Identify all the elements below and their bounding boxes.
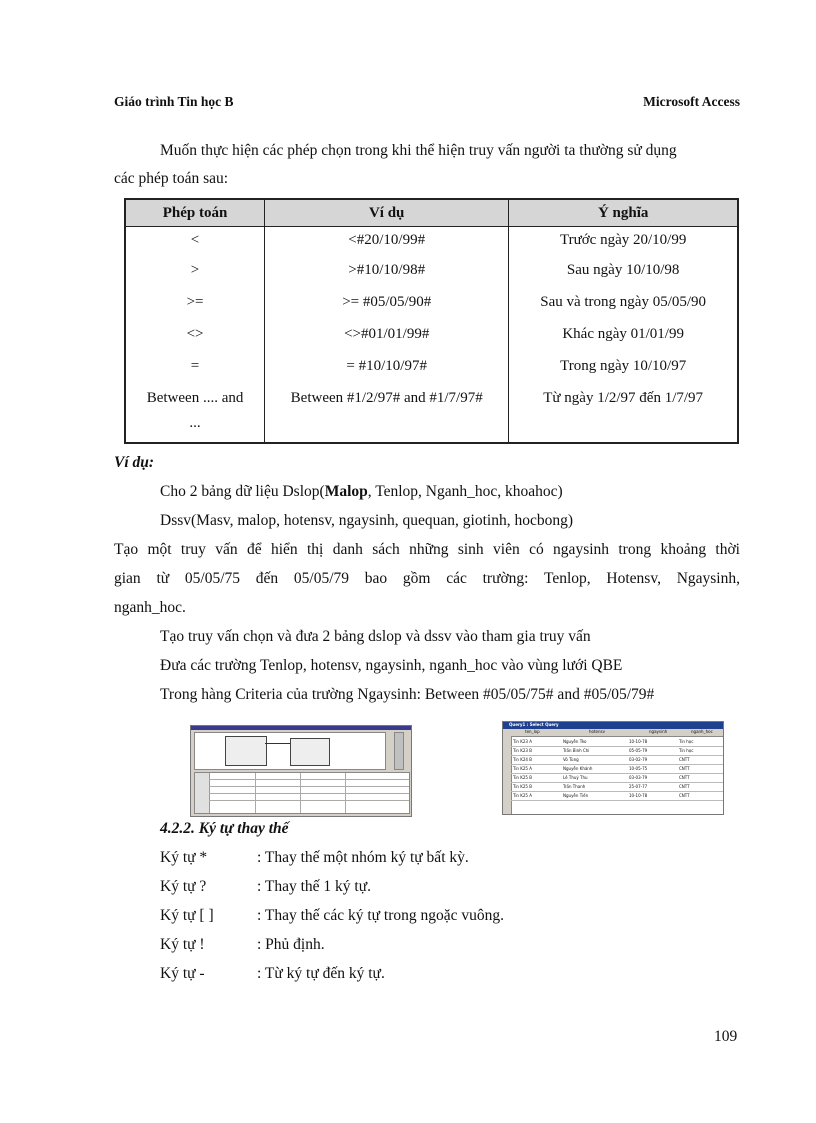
example-cell: = #10/10/97# <box>265 355 509 387</box>
step-1: Tạo truy vấn chọn và đưa 2 bảng dslop và dssv vào tham gia truy vấn <box>160 628 591 645</box>
example-cell: >= #05/05/90# <box>265 291 509 323</box>
operator-cell: <> <box>125 323 265 355</box>
result-cell: Tin học <box>679 748 694 753</box>
dslop-table-box <box>225 736 267 766</box>
meaning-cell: Trước ngày 20/10/99 <box>509 227 738 260</box>
wildcard-description: : Thay thế 1 ký tự. <box>257 878 372 895</box>
result-cell: Tin K25 B <box>513 775 532 780</box>
grid-line <box>209 779 409 780</box>
operator-cell: > <box>125 259 265 291</box>
wildcard-description: : Thay thế các ký tự trong ngoặc vuông. <box>257 907 505 924</box>
table-row <box>125 323 738 355</box>
table-row <box>125 259 738 291</box>
result-cell: Tin học <box>679 739 694 744</box>
wildcard-label: Ký tự - <box>160 965 205 982</box>
column-header: Ví dụ <box>265 199 509 227</box>
result-cell: 10-10-78 <box>629 739 648 744</box>
result-cell: Tin K25 A <box>513 766 532 771</box>
grid-col-line <box>345 773 346 813</box>
example-cell: Between #1/2/97# and #1/7/97# <box>265 387 509 443</box>
result-header-row <box>511 729 723 737</box>
titlebar <box>191 726 411 730</box>
header-left: Giáo trình Tin học B <box>114 94 234 109</box>
step-3: Trong hàng Criteria của trường Ngaysinh: Between #05/05/75# and #05/05/79# <box>160 686 655 703</box>
result-cell: CNTT <box>679 766 690 771</box>
result-cell: Nguyễn Tiến <box>563 793 589 798</box>
result-cell: Võ Tùng <box>563 757 579 762</box>
result-cell: CNTT <box>679 757 690 762</box>
result-cell: Tin K24 B <box>513 757 532 762</box>
wildcard-description: : Phủ định. <box>257 936 325 953</box>
page-number: 109 <box>714 1028 738 1045</box>
operator-cell: >= <box>125 291 265 323</box>
meaning-cell: Trong ngày 10/10/97 <box>509 355 738 387</box>
operators-table <box>124 198 739 444</box>
wildcard-label: Ký tự ! <box>160 936 205 953</box>
wildcard-description: : Từ ký tự đến ký tự. <box>257 965 385 982</box>
result-cell: 25-07-77 <box>629 784 648 789</box>
result-cell: 10-10-78 <box>629 793 648 798</box>
grid-col-line <box>255 773 256 813</box>
table-row <box>125 355 738 387</box>
result-cell: CNTT <box>679 775 690 780</box>
result-cell: CNTT <box>679 784 690 789</box>
result-cell: Tin K23 A <box>513 739 532 744</box>
result-cell: 03-03-79 <box>629 775 648 780</box>
result-titlebar: Query1 : Select Query <box>503 722 723 729</box>
result-col-header: ten_lop <box>525 729 540 734</box>
result-cell: Nguyễn Khánh <box>563 766 593 771</box>
example-paragraph-line-1: Tạo một truy vấn để hiển thị danh sách những sinh viên có ngaysinh trong khoảng thời <box>114 541 740 558</box>
wildcard-description: : Thay thế một nhóm ký tự bất kỳ. <box>257 849 469 866</box>
qbe-grid <box>194 772 410 814</box>
example-heading: Ví dụ: <box>114 454 155 471</box>
meaning-cell: Sau và trong ngày 05/05/90 <box>509 291 738 323</box>
result-cell: Nguyễn Tèo <box>563 739 587 744</box>
operator-line-2: ... <box>189 415 201 431</box>
table-pane <box>194 732 386 770</box>
wildcard-label: Ký tự ? <box>160 878 207 895</box>
query-design-screenshot <box>190 725 412 817</box>
result-cell: Lê Thuỷ Thu <box>563 775 588 780</box>
qbe-row-labels <box>195 773 210 813</box>
example-line-1-suffix: , Tenlop, Nganh_hoc, khoahoc) <box>367 483 563 500</box>
operator-cell: < <box>125 227 265 260</box>
result-col-header: hotensv <box>589 729 605 734</box>
result-cell: 10-05-75 <box>629 766 648 771</box>
example-line-1-prefix: Cho 2 bảng dữ liệu Dslop( <box>160 483 325 500</box>
operator-cell <box>125 387 265 443</box>
meaning-cell: Khác ngày 01/01/99 <box>509 323 738 355</box>
result-col-header: ngaysinh <box>649 729 668 734</box>
column-header: Ý nghĩa <box>509 199 738 227</box>
example-cell: <#20/10/99# <box>265 227 509 260</box>
operator-cell: = <box>125 355 265 387</box>
wildcard-label: Ký tự [ ] <box>160 907 214 924</box>
grid-line <box>209 800 409 801</box>
example-paragraph-line-3: nganh_hoc. <box>114 599 186 616</box>
grid-line <box>209 793 409 794</box>
wildcard-label: Ký tự * <box>160 849 208 866</box>
dssv-table-box <box>290 738 330 766</box>
query-result-screenshot <box>502 721 724 815</box>
result-cell: CNTT <box>679 793 690 798</box>
grid-col-line <box>300 773 301 813</box>
meaning-cell: Sau ngày 10/10/98 <box>509 259 738 291</box>
result-datasheet <box>503 729 723 814</box>
example-line-2: Dssv(Masv, malop, hotensv, ngaysinh, quequan, giotinh, hocbong) <box>160 512 573 529</box>
result-row <box>511 791 723 801</box>
step-2: Đưa các trường Tenlop, hotensv, ngaysinh, nganh_hoc vào vùng lưới QBE <box>160 657 623 674</box>
operator-line-1: Between .... and <box>146 390 244 406</box>
example-paragraph-line-2: gian từ 05/05/75 đến 05/05/79 bao gồm các trường: Tenlop, Hotensv, Ngaysinh, <box>114 570 740 587</box>
example-cell: <>#01/01/99# <box>265 323 509 355</box>
grid-line <box>209 786 409 787</box>
result-cell: Tin K25 A <box>513 793 532 798</box>
meaning-cell: Từ ngày 1/2/97 đến 1/7/97 <box>509 387 738 443</box>
scrollbar <box>394 732 404 770</box>
section-heading: 4.2.2. Ký tự thay thế <box>160 820 289 837</box>
example-cell: >#10/10/98# <box>265 259 509 291</box>
column-header: Phép toán <box>125 199 265 227</box>
result-col-header: nganh_hoc <box>691 729 713 734</box>
result-cell: Trần Thanh <box>563 784 586 789</box>
result-cell: Trần Bình Chi <box>563 748 590 753</box>
intro-line-1: Muốn thực hiện các phép chọn trong khi thể hiện truy vấn người ta thường sử dụng <box>160 142 677 159</box>
result-cell: 05-05-79 <box>629 748 648 753</box>
table-row <box>125 291 738 323</box>
intro-line-2: các phép toán sau: <box>114 170 229 187</box>
table-row <box>125 227 738 260</box>
example-line-1-bold: Malop <box>324 483 368 500</box>
table-header-row <box>125 199 738 227</box>
table-row <box>125 387 738 443</box>
result-cell: Tin K25 B <box>513 784 532 789</box>
relationship-line <box>265 743 290 744</box>
result-cell: 03-02-79 <box>629 757 648 762</box>
example-line-1 <box>160 482 563 502</box>
header-right: Microsoft Access <box>643 94 740 109</box>
result-cell: Tin K23 B <box>513 748 532 753</box>
